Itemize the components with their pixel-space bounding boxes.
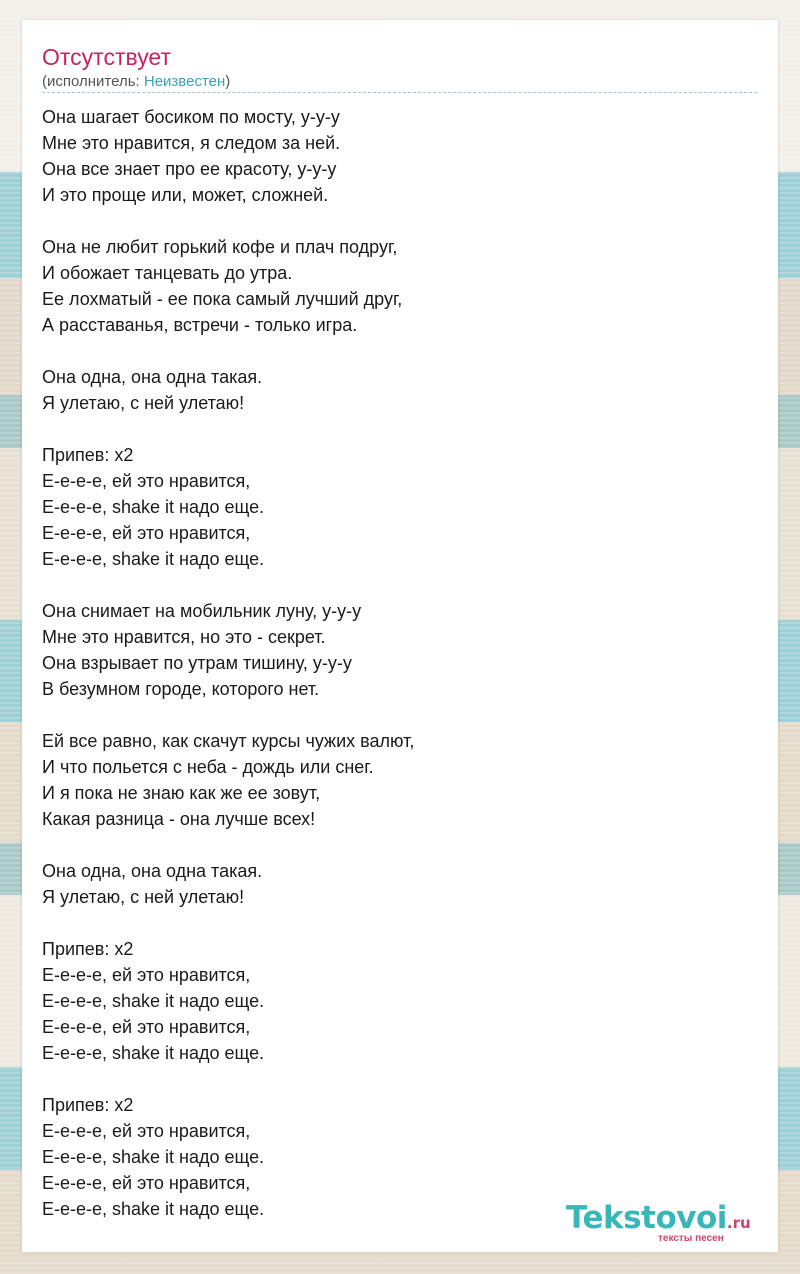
artist-line [42,73,230,91]
logo-name: Tekstovoi [566,1200,727,1236]
lyric-line: Е-е-е-е, ей это нравится, [42,965,251,985]
lyric-line: Е-е-е-е, ей это нравится, [42,1017,251,1037]
lyric-line: Я улетаю, с ней улетаю! [42,393,245,413]
logo-tld: .ru [726,1214,751,1232]
artist-prefix: (исполнитель: [42,73,144,90]
lyrics-stanza [42,104,757,208]
lyric-line: Е-е-е-е, shake it надо еще. [42,497,265,517]
lyric-line: Я улетаю, с ней улетаю! [42,887,245,907]
lyric-line: Е-е-е-е, ей это нравится, [42,1121,251,1141]
lyrics-stanza [42,858,757,910]
lyric-line: Е-е-е-е, shake it надо еще. [42,1147,265,1167]
lyric-line: Е-е-е-е, shake it надо еще. [42,1043,265,1063]
lyric-line: Мне это нравится, но это - секрет. [42,627,326,647]
lyric-line: Какая разница - она лучше всех! [42,809,316,829]
lyric-line: И что польется с неба - дождь или снег. [42,757,374,777]
lyric-line: Е-е-е-е, shake it надо еще. [42,991,265,1011]
lyric-line: Е-е-е-е, ей это нравится, [42,471,251,491]
lyric-line: Она одна, она одна такая. [42,861,263,881]
lyrics-card [22,20,778,1252]
lyric-line: Е-е-е-е, ей это нравится, [42,523,251,543]
lyric-line: Она шагает босиком по мосту, у-у-у [42,107,340,127]
lyrics-stanza [42,364,757,416]
lyric-line: И я пока не знаю как же ее зовут, [42,783,321,803]
lyrics-stanza [42,598,757,702]
header-divider [42,92,757,93]
lyric-line: Припев: x2 [42,939,134,959]
lyric-line: Е-е-е-е, ей это нравится, [42,1173,251,1193]
lyric-line: И это проще или, может, сложней. [42,185,329,205]
lyric-line: В безумном городе, которого нет. [42,679,320,699]
lyric-line: Ей все равно, как скачут курсы чужих валют, [42,731,415,751]
lyrics-body [42,104,757,1248]
lyric-line: Припев: x2 [42,1095,134,1115]
lyrics-stanza [42,728,757,832]
lyric-line: Е-е-е-е, shake it надо еще. [42,549,265,569]
lyric-line: А расставанья, встречи - только игра. [42,315,358,335]
logo-tagline: тексты песен [658,1233,724,1244]
lyric-line: Она взрывает по утрам тишину, у-у-у [42,653,352,673]
lyric-line: Мне это нравится, я следом за ней. [42,133,341,153]
lyric-line: Ее лохматый - ее пока самый лучший друг, [42,289,403,309]
song-title: Отсутствует [42,44,171,70]
lyrics-stanza [42,936,757,1066]
lyric-line: И обожает танцевать до утра. [42,263,293,283]
artist-suffix: ) [225,73,231,90]
artist-link[interactable]: Неизвестен [143,73,226,90]
lyrics-stanza [42,442,757,572]
lyric-line: Она все знает про ее красоту, у-у-у [42,159,337,179]
lyric-line: Она снимает на мобильник луну, у-у-у [42,601,362,621]
lyric-line: Припев: x2 [42,445,134,465]
lyric-line: Она одна, она одна такая. [42,367,263,387]
lyrics-stanza [42,234,757,338]
lyric-line: Е-е-е-е, shake it надо еще. [42,1199,265,1219]
lyric-line: Она не любит горький кофе и плач подруг, [42,237,398,257]
site-logo[interactable] [566,1200,770,1246]
